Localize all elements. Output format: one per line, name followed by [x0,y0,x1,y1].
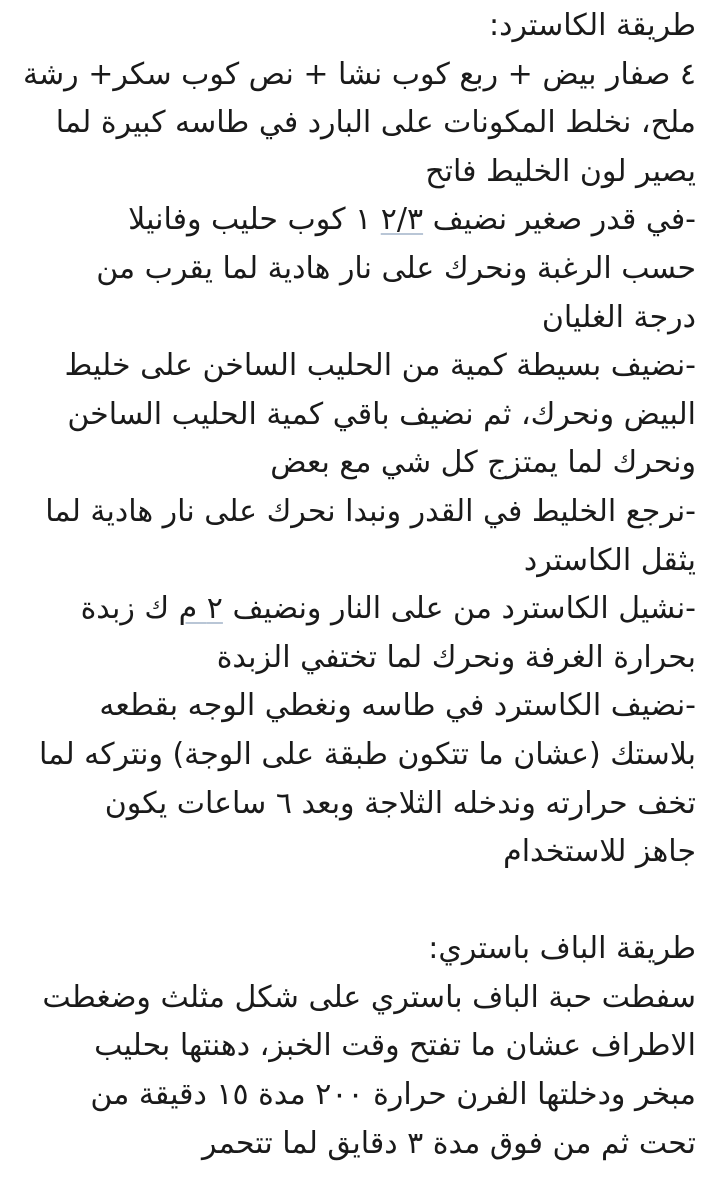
custard-step-2-line-2: البيض ونحرك، ثم نضيف باقي كمية الحليب الساخن [67,396,696,432]
custard-step-2-line-1: -نضيف بسيطة كمية من الحليب الساخن على خليط [64,348,696,384]
custard-step-4-line-1 [20,585,696,634]
measure-link[interactable]: ٢ م [178,591,223,627]
fraction-link[interactable]: ٢/٣ [380,202,424,238]
custard-ingredients-line-3: يصير لون الخليط فاتح [425,153,696,189]
puff-pastry-line-4: تحت ثم من فوق مدة ٣ دقايق لما تتحمر [202,1125,696,1161]
step-4-text-before: -نشيل الكاسترد من على النار ونضيف [222,591,696,627]
blank-line [20,877,696,926]
custard-step-5-line-3: تخف حرارته وندخله الثلاجة وبعد ٦ ساعات يكون [104,785,696,821]
puff-pastry-line-2: الاطراف عشان ما تفتح وقت الخبز، دهنتها بحليب [94,1028,696,1064]
step-1-text-after: ١ كوب حليب وفانيلا [128,202,381,238]
custard-step-1-line-3: درجة الغليان [541,299,696,335]
custard-ingredients-line-1: ٤ صفار بيض + ربع كوب نشا + نص كوب سكر+ رشة [22,56,696,92]
custard-step-3-line-1: -نرجع الخليط في القدر ونبدا نحرك على نار هادية لما [45,493,696,529]
custard-heading: طريقة الكاسترد: [489,8,696,43]
custard-step-1-line-2: حسب الرغبة ونحرك على نار هادية لما يقرب من [96,250,696,286]
puff-pastry-line-3: مبخر ودخلتها الفرن حرارة ٢٠٠ مدة ١٥ دقيقة من [90,1077,696,1113]
custard-step-3-line-2: يثقل الكاسترد [523,542,696,578]
puff-pastry-line-1: سفطت حبة الباف باستري على شكل مثلث وضغطت [42,979,696,1015]
custard-step-5-line-2: بلاستك (عشان ما تتكون طبقة على الوجة) ونتركه لما [38,736,696,772]
custard-ingredients-line-2: ملح، نخلط المكونات على البارد في طاسه كبيرة لما [55,105,696,141]
custard-step-5-line-4: جاهز للاستخدام [503,834,696,870]
puff-pastry-heading: طريقة الباف باستري: [428,931,696,967]
custard-step-2-line-3: ونحرك لما يمتزج كل شي مع بعض [270,445,696,481]
custard-step-1-line-1 [20,196,696,245]
custard-step-4-line-2: بحرارة الغرفة ونحرك لما تختفي الزبدة [216,639,696,675]
custard-step-5-line-1: -نضيف الكاسترد في طاسه ونغطي الوجه بقطعه [99,688,696,724]
step-4-text-after: ك زبدة [80,591,179,627]
step-1-text-before: -في قدر صغير نضيف [423,202,696,238]
